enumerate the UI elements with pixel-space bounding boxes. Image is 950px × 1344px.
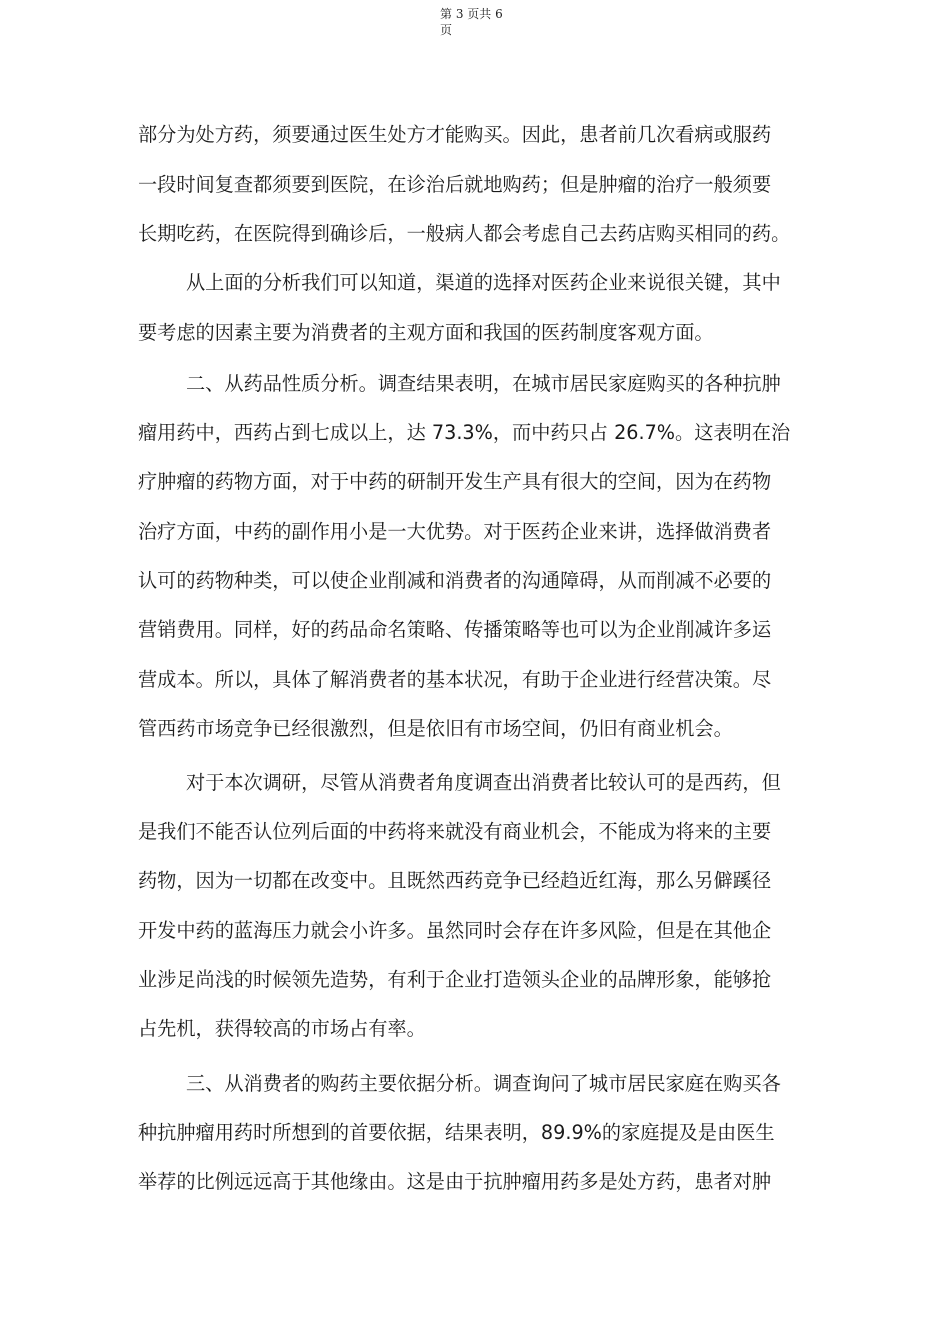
paragraph-line: 从上面的分析我们可以知道，渠道的选择对医药企业来说很关键，其中 [186,271,781,294]
paragraph-line: 治疗方面，中药的副作用小是一大优势。对于医药企业来讲，选择做消费者 [138,520,772,543]
paragraph-line: 瘤用药中，西药占到七成以上，达 73.3%，而中药只占 26.7%。这表明在治 [138,421,791,444]
paragraph-line: 疗肿瘤的药物方面，对于中药的研制开发生产具有很大的空间，因为在药物 [138,470,772,493]
paragraph-line: 占先机，获得较高的市场占有率。 [138,1017,426,1040]
paragraph-line: 开发中药的蓝海压力就会小许多。虽然同时会存在许多风险，但是在其他企 [138,919,772,942]
paragraph-line: 举荐的比例远远高于其他缘由。这是由于抗肿瘤用药多是处方药，患者对肿 [138,1170,772,1193]
page-number-header [440,6,520,38]
paragraph-line: 认可的药物种类，可以使企业削减和消费者的沟通障碍，从而削减不必要的 [138,569,772,592]
page-number-line-2: 页 [440,23,453,37]
paragraph-line: 业涉足尚浅的时候领先造势，有利于企业打造领头企业的品牌形象，能够抢 [138,968,772,991]
paragraph-line: 营销费用。同样，好的药品命名策略、传播策略等也可以为企业削减许多运 [138,618,772,641]
paragraph-line: 对于本次调研，尽管从消费者角度调查出消费者比较认可的是西药，但 [186,771,781,794]
paragraph-line: 二、从药品性质分析。调查结果表明，在城市居民家庭购买的各种抗肿 [186,372,781,395]
paragraph-line: 营成本。所以，具体了解消费者的基本状况，有助于企业进行经营决策。尽 [138,668,772,691]
paragraph-line: 药物，因为一切都在改变中。且既然西药竞争已经趋近红海，那么另僻蹊径 [138,869,772,892]
paragraph-line: 长期吃药，在医院得到确诊后，一般病人都会考虑自己去药店购买相同的药。 [138,222,791,245]
paragraph-line: 三、从消费者的购药主要依据分析。调查询问了城市居民家庭在购买各 [186,1072,781,1095]
paragraph-line: 部分为处方药，须要通过医生处方才能购买。因此，患者前几次看病或服药 [138,123,772,146]
page-number-line-1: 第 3 页共 6 [440,7,503,21]
paragraph-line: 要考虑的因素主要为消费者的主观方面和我国的医药制度客观方面。 [138,321,714,344]
paragraph-line: 种抗肿瘤用药时所想到的首要依据，结果表明，89.9%的家庭提及是由医生 [138,1121,775,1144]
paragraph-line: 管西药市场竞争已经很激烈，但是依旧有市场空间，仍旧有商业机会。 [138,717,733,740]
paragraph-line: 一段时间复查都须要到医院，在诊治后就地购药；但是肿瘤的治疗一般须要 [138,173,772,196]
paragraph-line: 是我们不能否认位列后面的中药将来就没有商业机会，不能成为将来的主要 [138,820,772,843]
